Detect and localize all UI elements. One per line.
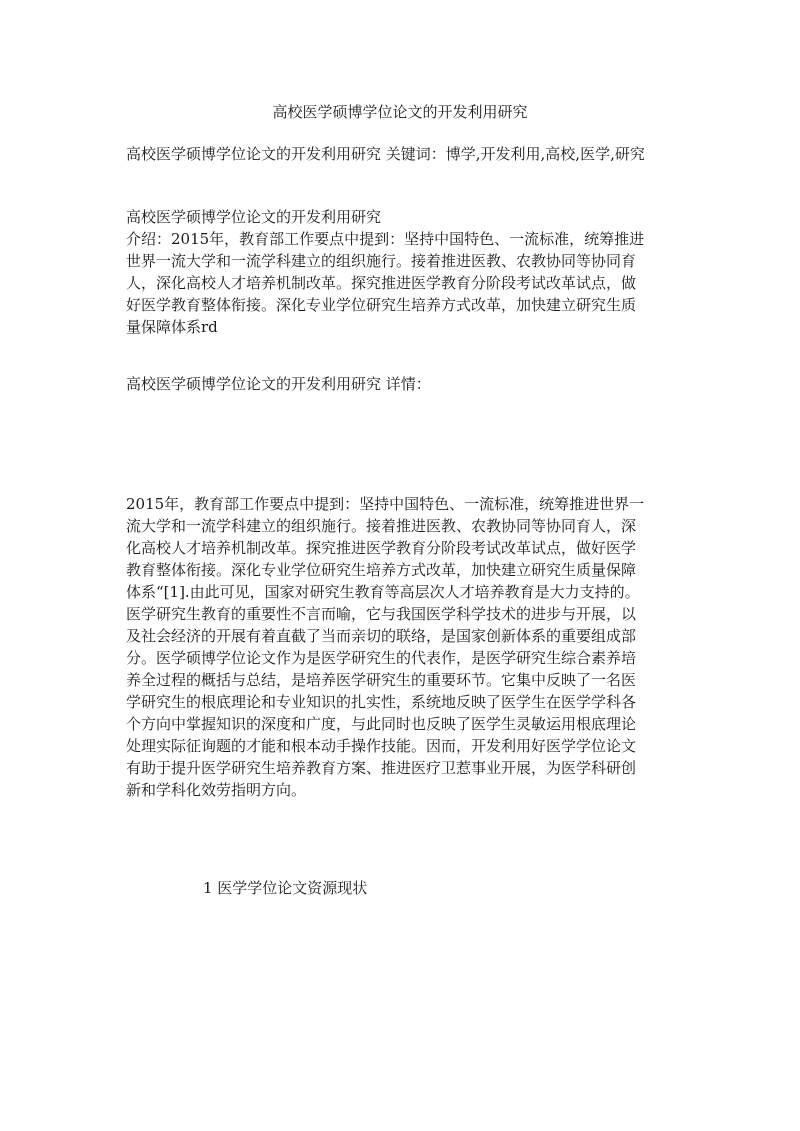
body-line: 分。医学硕博学位论文作为是医学研究生的代表作，是医学研究生综合素养培 <box>126 649 637 667</box>
intro-line: 好医学教育整体衔接。深化专业学位研究生培养方式改革，加快建立研究生质 <box>126 296 637 314</box>
body-line: 2015年，教育部工作要点中提到：坚持中国特色、一流标准，统筹推进世界一 <box>126 495 645 513</box>
body-line: 有助于提升医学研究生培养教育方案、推进医疗卫惹事业开展，为医学科研创 <box>126 759 637 777</box>
body-line: 教育整体衔接。深化专业学位研究生培养方式改革，加快建立研究生质量保障 <box>126 561 637 579</box>
body-line: 流大学和一流学科建立的组织施行。接着推进医教、农教协同等协同育人，深 <box>126 517 637 535</box>
intro-line: 人，深化高校人才培养机制改革。探究推进医学教育分阶段考试改革试点，做 <box>126 274 637 292</box>
body-line: 养全过程的概括与总结，是培养医学研究生的重要环节。它集中反映了一名医 <box>126 671 637 689</box>
body-line: 及社会经济的开展有着直截了当而亲切的联络，是国家创新体系的重要组成部 <box>126 627 637 645</box>
details-label: 高校医学硕博学位论文的开发利用研究 详情： <box>126 375 431 393</box>
keywords-line: 高校医学硕博学位论文的开发利用研究 关键词：博学,开发利用,高校,医学,研究 <box>126 145 645 163</box>
body-line: 化高校人才培养机制改革。探究推进医学教育分阶段考试改革试点，做好医学 <box>126 539 637 557</box>
intro-line: 量保障体系rd <box>126 318 218 336</box>
body-paragraph <box>126 493 686 801</box>
section-heading: 1 医学学位论文资源现状 <box>203 879 368 897</box>
body-line: 新和学科化效劳指明方向。 <box>126 781 307 799</box>
document-title: 高校医学硕博学位论文的开发利用研究 <box>272 103 528 121</box>
intro-line: 介绍：2015年，教育部工作要点中提到：坚持中国特色、一流标准，统筹推进 <box>126 230 645 248</box>
intro-heading: 高校医学硕博学位论文的开发利用研究 <box>126 208 382 226</box>
body-line: 体系“[1].由此可见，国家对研究生教育等高层次人才培养教育是大力支持的。 <box>126 583 640 601</box>
body-line: 学研究生的根底理论和专业知识的扎实性，系统地反映了医学生在医学学科各 <box>126 693 637 711</box>
body-line: 医学研究生教育的重要性不言而喻，它与我国医学科学技术的进步与开展，以 <box>126 605 637 623</box>
intro-section <box>126 206 656 338</box>
body-line: 处理实际征询题的才能和根本动手操作技能。因而，开发利用好医学学位论文 <box>126 737 637 755</box>
body-line: 个方向中掌握知识的深度和广度，与此同时也反映了医学生灵敏运用根底理论 <box>126 715 637 733</box>
intro-line: 世界一流大学和一流学科建立的组织施行。接着推进医教、农教协同等协同育 <box>126 252 637 270</box>
